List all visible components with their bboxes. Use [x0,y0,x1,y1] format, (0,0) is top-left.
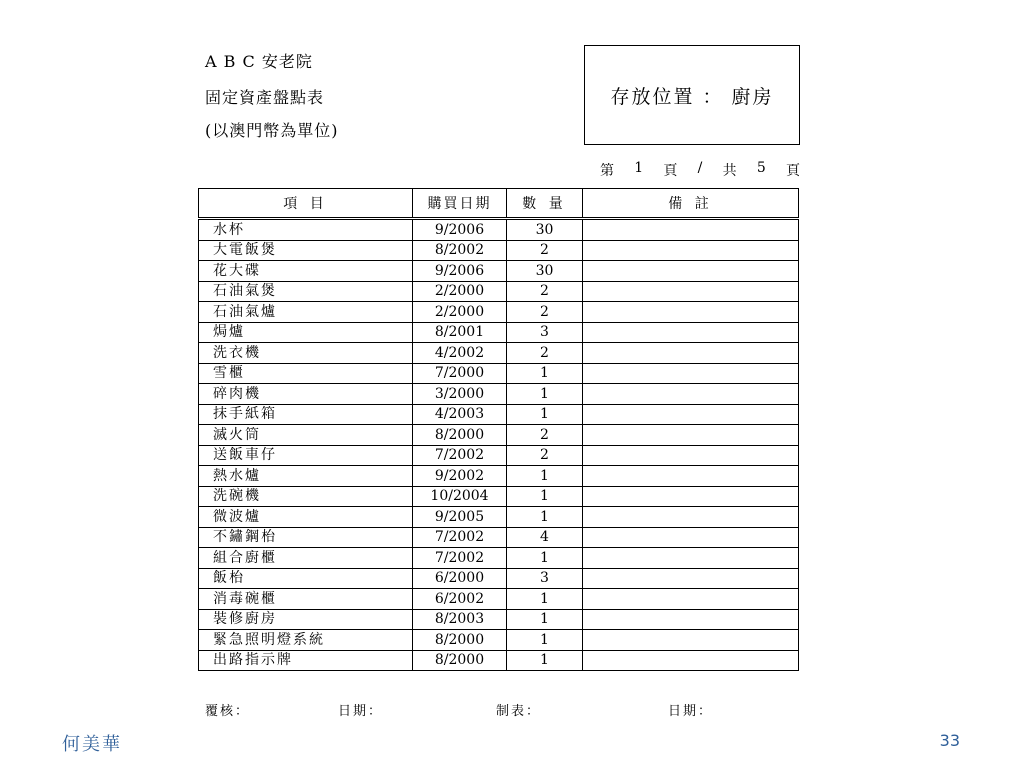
cell-note [583,650,799,671]
cell-qty: 3 [507,568,583,589]
cell-item: 碎肉機 [199,384,413,405]
cell-item: 焗爐 [199,322,413,343]
table-row [199,384,799,405]
cell-item: 洗碗機 [199,486,413,507]
cell-date: 2/2000 [413,302,507,323]
currency-unit: (以澳門幣為單位) [205,121,339,140]
cell-note [583,219,799,241]
table-row [199,219,799,241]
asset-table-container [198,188,799,671]
page-indicator [600,160,800,180]
cell-item: 緊急照明燈系統 [199,630,413,651]
page-info-token: 頁 [785,163,800,179]
cell-date: 9/2006 [413,219,507,241]
table-row [199,343,799,364]
cell-date: 8/2000 [413,650,507,671]
cell-item: 裝修廚房 [199,609,413,630]
header-qty: 數 量 [507,189,583,219]
cell-note [583,404,799,425]
cell-date: 9/2005 [413,507,507,528]
cell-item: 抹手紙箱 [199,404,413,425]
table-row [199,609,799,630]
review-label: 覆核： [205,704,251,719]
table-row [199,322,799,343]
header-date: 購買日期 [413,189,507,219]
cell-qty: 4 [507,527,583,548]
cell-item: 微波爐 [199,507,413,528]
asset-table [198,188,799,671]
cell-qty: 1 [507,548,583,569]
table-body [199,219,799,671]
page-info-token: 1 [634,160,644,176]
cell-note [583,240,799,261]
page-info-token: / [697,160,703,176]
cell-note [583,384,799,405]
table-row [199,650,799,671]
cell-item: 熱水爐 [199,466,413,487]
cell-qty: 30 [507,219,583,241]
cell-note [583,302,799,323]
cell-item: 出路指示牌 [199,650,413,671]
cell-qty: 2 [507,240,583,261]
cell-date: 8/2003 [413,609,507,630]
cell-item: 不鏽鋼枱 [199,527,413,548]
cell-date: 8/2000 [413,425,507,446]
table-row [199,404,799,425]
cell-qty: 1 [507,589,583,610]
cell-qty: 1 [507,609,583,630]
cell-note [583,343,799,364]
cell-note [583,486,799,507]
cell-date: 8/2001 [413,322,507,343]
cell-item: 消毒碗櫃 [199,589,413,610]
cell-qty: 1 [507,650,583,671]
cell-qty: 2 [507,281,583,302]
cell-qty: 1 [507,630,583,651]
cell-note [583,322,799,343]
cell-qty: 30 [507,261,583,282]
table-row [199,486,799,507]
cell-note [583,527,799,548]
cell-note [583,609,799,630]
cell-date: 8/2000 [413,630,507,651]
table-row [199,507,799,528]
cell-date: 7/2002 [413,445,507,466]
cell-date: 4/2003 [413,404,507,425]
org-name: A B C 安老院 [205,52,313,71]
cell-date: 7/2002 [413,527,507,548]
table-row [199,548,799,569]
prepared-label: 制表： [496,704,542,719]
cell-item: 送飯車仔 [199,445,413,466]
cell-date: 8/2002 [413,240,507,261]
cell-qty: 1 [507,363,583,384]
cell-item: 花大碟 [199,261,413,282]
cell-item: 滅火筒 [199,425,413,446]
cell-date: 10/2004 [413,486,507,507]
page-info-token: 5 [756,160,766,176]
cell-qty: 1 [507,486,583,507]
cell-date: 2/2000 [413,281,507,302]
page-info-token: 共 [722,163,737,179]
table-row [199,425,799,446]
cell-qty: 1 [507,404,583,425]
cell-note [583,281,799,302]
cell-note [583,363,799,384]
location-box [584,45,800,145]
cell-note [583,548,799,569]
cell-qty: 3 [507,322,583,343]
table-row [199,527,799,548]
cell-note [583,589,799,610]
table-row [199,445,799,466]
cell-date: 6/2002 [413,589,507,610]
table-row [199,568,799,589]
page-info-token: 頁 [663,163,678,179]
table-header-row [199,189,799,219]
cell-note [583,445,799,466]
cell-qty: 1 [507,384,583,405]
location-label: 存放位置 ： 廚房 [610,85,774,108]
cell-note [583,630,799,651]
table-row [199,240,799,261]
cell-qty: 1 [507,507,583,528]
cell-item: 洗衣機 [199,343,413,364]
cell-date: 3/2000 [413,384,507,405]
cell-note [583,466,799,487]
cell-item: 雪櫃 [199,363,413,384]
prepared-date-label: 日期： [668,704,714,719]
table-row [199,261,799,282]
cell-item: 石油氣煲 [199,281,413,302]
cell-note [583,425,799,446]
review-date-label: 日期： [338,704,384,719]
cell-item: 飯枱 [199,568,413,589]
cell-date: 7/2002 [413,548,507,569]
cell-qty: 2 [507,425,583,446]
cell-item: 石油氣爐 [199,302,413,323]
table-row [199,589,799,610]
header-notes: 備 註 [583,189,799,219]
cell-note [583,261,799,282]
cell-item: 大電飯煲 [199,240,413,261]
cell-date: 9/2006 [413,261,507,282]
cell-date: 4/2002 [413,343,507,364]
cell-item: 組合廚櫃 [199,548,413,569]
cell-date: 7/2000 [413,363,507,384]
cell-qty: 2 [507,445,583,466]
cell-date: 6/2000 [413,568,507,589]
table-row [199,281,799,302]
page-info-token: 第 [600,163,614,179]
cell-note [583,507,799,528]
form-title: 固定資產盤點表 [205,88,325,107]
table-row [199,630,799,651]
header-item: 項 目 [199,189,413,219]
table-row [199,302,799,323]
cell-qty: 2 [507,343,583,364]
table-row [199,363,799,384]
footer-author: 何美華 [62,734,122,755]
slide-number: 33 [939,731,960,750]
table-row [199,466,799,487]
cell-item: 水杯 [199,219,413,241]
cell-date: 9/2002 [413,466,507,487]
cell-qty: 1 [507,466,583,487]
cell-note [583,568,799,589]
cell-qty: 2 [507,302,583,323]
